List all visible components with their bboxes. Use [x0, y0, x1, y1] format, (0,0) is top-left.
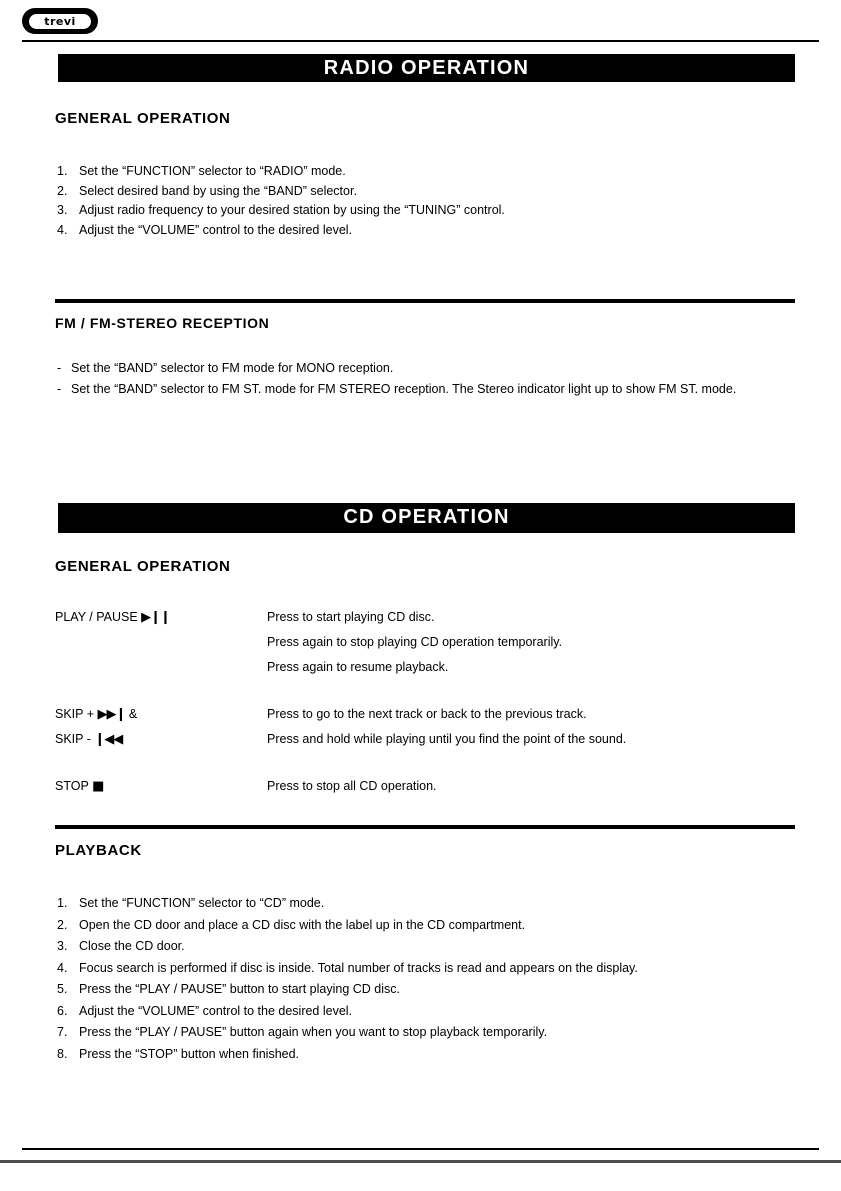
list-marker: -	[57, 382, 62, 396]
footer-edge-band	[0, 1160, 841, 1163]
list-text: Press the “PLAY / PAUSE” button to start playing CD disc.	[79, 982, 400, 996]
desc-line: Press again to stop playing CD operation temporarily.	[267, 635, 563, 649]
list-item	[57, 358, 792, 379]
control-label-play-pause	[55, 605, 267, 630]
list-item	[57, 379, 792, 400]
heading-general-operation-cd: GENERAL OPERATION	[55, 558, 231, 575]
heading-general-operation-radio: GENERAL OPERATION	[55, 110, 231, 127]
list-marker: 1.	[57, 896, 68, 910]
control-name: STOP	[55, 779, 89, 793]
list-item	[57, 1022, 797, 1044]
control-name: SKIP -	[55, 732, 91, 746]
row-spacer	[55, 680, 795, 702]
row-spacer	[55, 752, 795, 774]
desc-line: Press and hold while playing until you find the point of the sound.	[267, 732, 627, 746]
skip-forward-icon: ▶▶❙	[97, 707, 126, 722]
list-text: Set the “FUNCTION” selector to “RADIO” mode.	[79, 164, 346, 178]
list-text: Press the “STOP” button when finished.	[79, 1046, 300, 1061]
list-marker: 3.	[57, 203, 68, 217]
list-text: Set the “BAND” selector to FM mode for MONO reception.	[71, 361, 394, 375]
desc-line: Press to go to the next track or back to the previous track.	[267, 707, 587, 721]
section-banner-radio: RADIO OPERATION	[58, 54, 795, 82]
desc-line: Press to stop all CD operation.	[267, 779, 437, 793]
list-marker: 7.	[57, 1025, 68, 1039]
list-item	[57, 201, 787, 221]
list-text: Select desired band by using the “BAND” selector.	[79, 183, 357, 198]
control-name: PLAY / PAUSE	[55, 610, 138, 624]
control-description-play-pause	[267, 605, 795, 680]
list-item	[57, 979, 797, 1001]
heading-fm-reception: FM / FM-STEREO RECEPTION	[55, 315, 270, 331]
list-text: Adjust radio frequency to your desired station by using the “TUNING” control.	[79, 203, 505, 217]
list-text: Adjust the “VOLUME” control to the desired level.	[79, 222, 353, 237]
list-marker: 4.	[57, 222, 68, 237]
list-text: Close the CD door.	[79, 939, 185, 953]
list-playback	[57, 893, 797, 1065]
list-text: Focus search is performed if disc is inside. Total number of tracks is read and appears on the display.	[79, 960, 638, 975]
list-marker: -	[57, 361, 62, 375]
desc-line: Press again to resume playback.	[267, 660, 449, 674]
list-text: Adjust the “VOLUME” control to the desired level.	[79, 1003, 353, 1018]
list-marker: 2.	[57, 183, 68, 198]
cd-controls-table	[55, 605, 795, 799]
list-marker: 6.	[57, 1003, 68, 1018]
list-marker: 1.	[57, 164, 68, 178]
list-item	[57, 936, 797, 958]
brand-logo-label: trevi	[29, 14, 91, 29]
list-item	[57, 958, 797, 980]
list-fm-reception	[57, 358, 792, 400]
control-label-skip-back	[55, 727, 267, 752]
table-row	[55, 774, 795, 799]
list-item	[57, 1001, 797, 1023]
table-row	[55, 605, 795, 680]
control-description-skip-back	[267, 727, 795, 752]
footer-divider	[22, 1148, 819, 1150]
header-divider	[22, 40, 819, 42]
list-marker: 3.	[57, 939, 68, 953]
list-item	[57, 1044, 797, 1066]
list-marker: 2.	[57, 917, 68, 932]
list-text: Set the “FUNCTION” selector to “CD” mode.	[79, 896, 325, 910]
list-item	[57, 182, 787, 202]
stop-icon: ■	[92, 779, 104, 794]
brand-logo	[22, 8, 98, 34]
list-item	[57, 915, 797, 937]
list-marker: 8.	[57, 1046, 68, 1061]
section-banner-cd: CD OPERATION	[58, 503, 795, 533]
control-description-skip-forward	[267, 702, 795, 727]
play-pause-icon: ▶❙❙	[141, 610, 170, 625]
table-row	[55, 702, 795, 727]
list-text: Press the “PLAY / PAUSE” button again when you want to stop playback temporarily.	[79, 1025, 548, 1039]
list-item	[57, 893, 797, 915]
list-marker: 4.	[57, 960, 68, 975]
control-name: SKIP +	[55, 707, 95, 721]
list-text: Open the CD door and place a CD disc with the label up in the CD compartment.	[79, 917, 526, 932]
control-label-skip-forward	[55, 702, 267, 727]
list-item	[57, 221, 787, 241]
table-row	[55, 727, 795, 752]
skip-back-icon: ❙◀◀	[94, 732, 123, 747]
divider-fm-section	[55, 299, 795, 303]
list-text: Set the “BAND” selector to FM ST. mode for FM STEREO reception. The Stereo indicator light up to show FM ST. mode.	[71, 382, 737, 396]
control-description-stop	[267, 774, 795, 799]
list-general-operation-radio	[57, 162, 787, 240]
heading-playback: PLAYBACK	[55, 842, 142, 859]
list-marker: 5.	[57, 982, 68, 996]
control-suffix: &	[128, 707, 138, 721]
divider-playback-section	[55, 825, 795, 829]
control-label-stop	[55, 774, 267, 799]
desc-line: Press to start playing CD disc.	[267, 610, 435, 624]
list-item	[57, 162, 787, 182]
